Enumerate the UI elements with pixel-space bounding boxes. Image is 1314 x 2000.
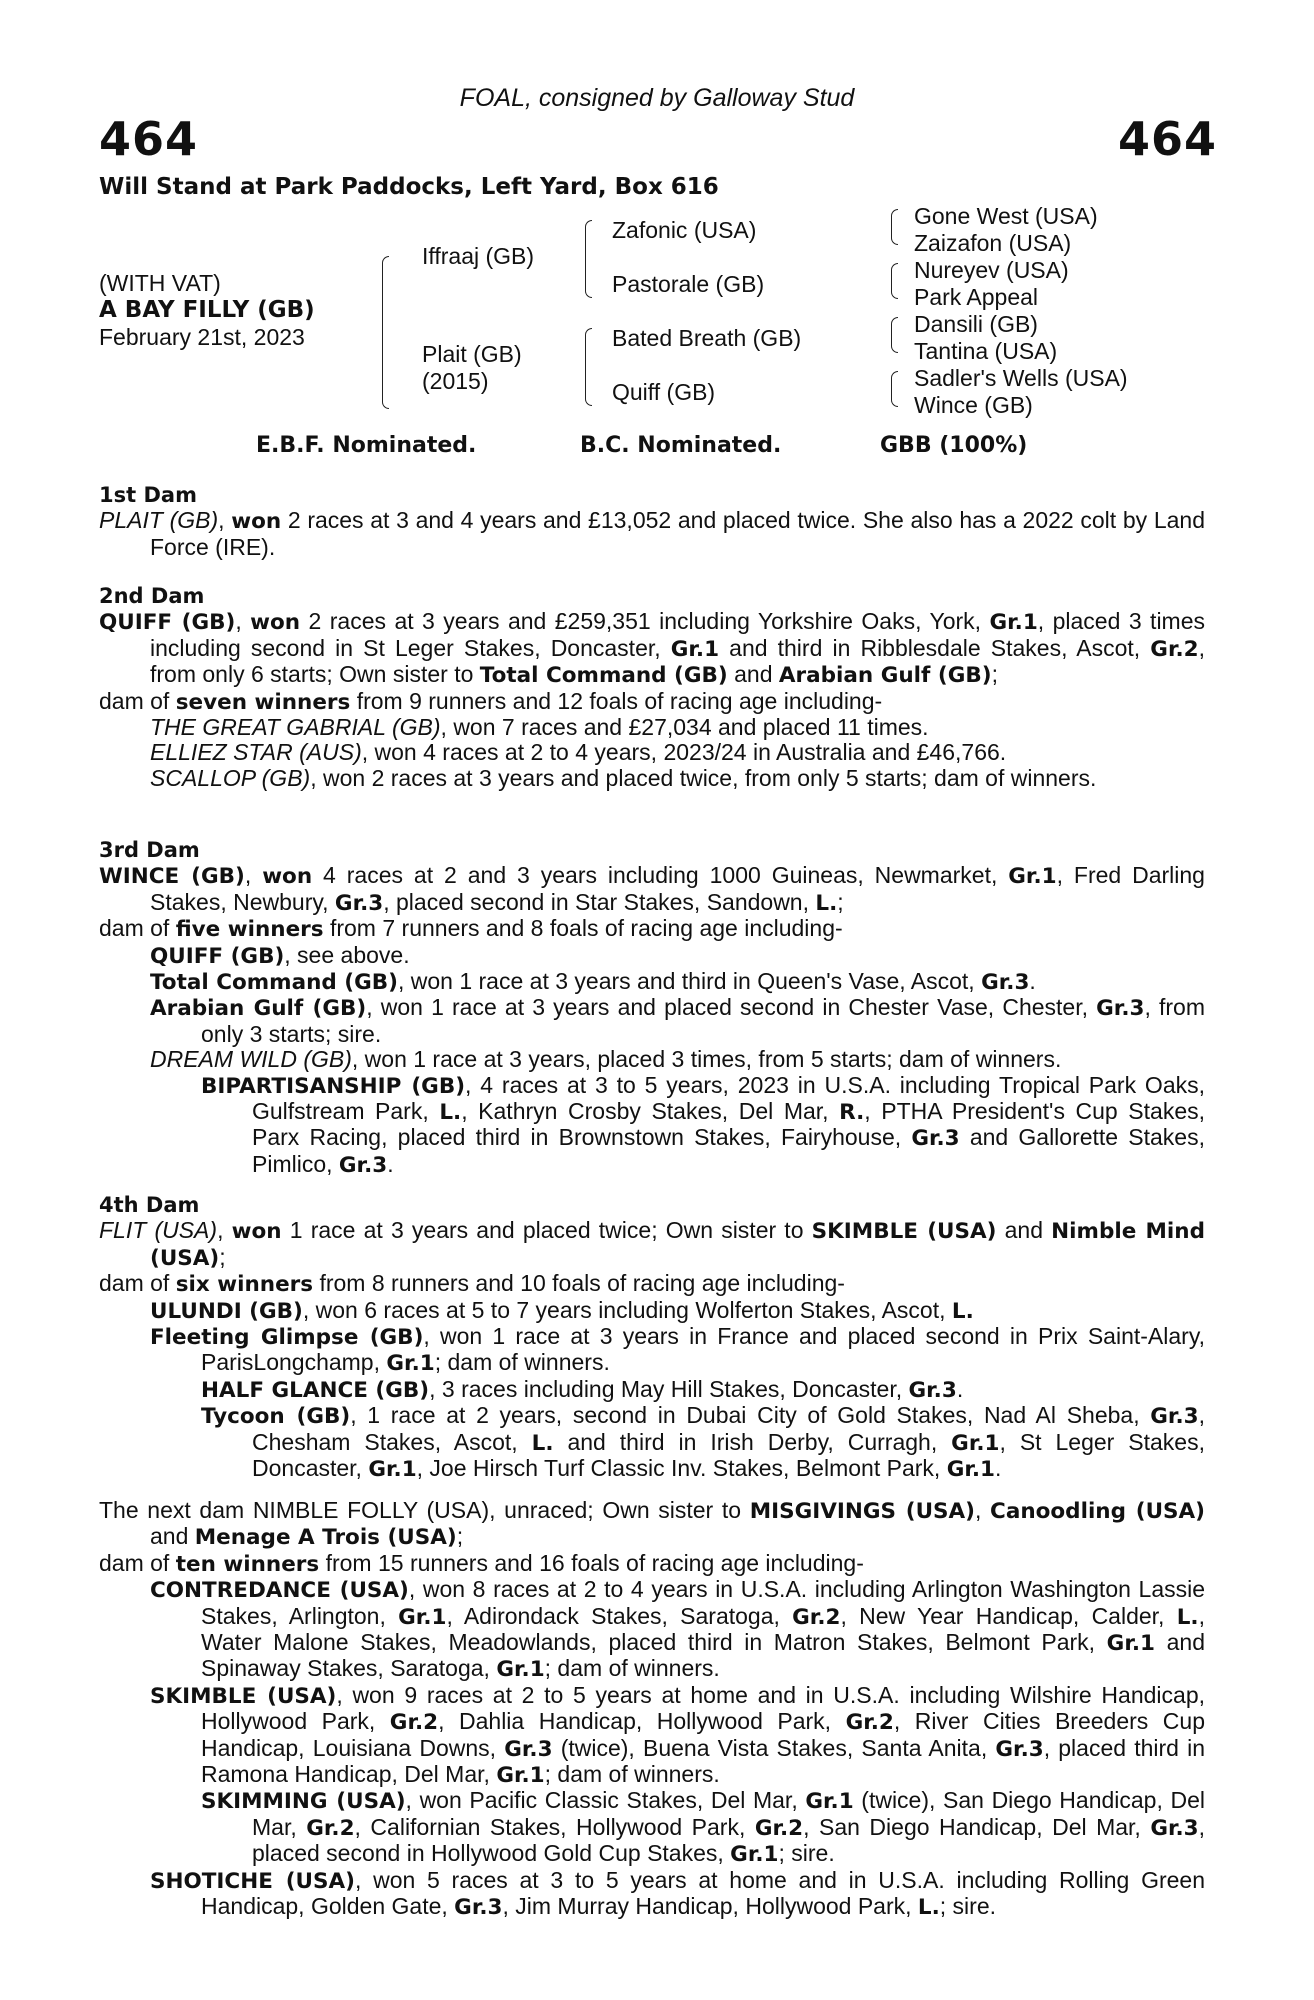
pedigree-ancestor: Gone West (USA) (914, 203, 1098, 229)
produce-entry: SHOTICHE (USA), won 5 races at 3 to 5 years at home and in U.S.A. including Rolling Green Handicap, Golden Gate, Gr.3, Jim Murray Handicap, Hollywood Park, L.; sire. (150, 1866, 1205, 1921)
produce-entry: THE GREAT GABRIAL (GB), won 7 races and £27,034 and placed 11 times. (150, 714, 929, 741)
pedigree-brace (382, 256, 389, 409)
vat-label: (WITH VAT) (99, 270, 221, 296)
gbb-rating: GBB (100%) (880, 433, 1028, 458)
second-dam-section (99, 584, 1205, 791)
third-dam-section (99, 838, 1205, 1178)
next-dam-entry: The next dam NIMBLE FOLLY (USA), unraced; Own sister to MISGIVINGS (USA), Canoodling (USA) and Menage A Trois (USA); (99, 1497, 1205, 1551)
consignment-subtitle: FOAL, consigned by Galloway Stud (459, 84, 855, 112)
next-dam-section (99, 1498, 1205, 1921)
second-dam-entry: QUIFF (GB), won 2 races at 3 years and £259,351 including Yorkshire Oaks, York, Gr.1, placed 3 times including second in St Leger Stakes, Doncaster, Gr.1 and third in Ribblesdale Stakes, Ascot, Gr.2, from only 6 starts; Own sister to Total Command (GB) and Arabian Gulf (GB); (99, 608, 1205, 689)
second-dam-produce: dam of seven winners from 9 runners and 12 foals of racing age including- (99, 687, 883, 715)
pedigree-ancestor: Sadler's Wells (USA) (914, 365, 1128, 391)
bc-nomination: B.C. Nominated. (580, 433, 782, 458)
produce-entry: ULUNDI (GB), won 6 races at 5 to 7 years including Wolferton Stakes, Ascot, L. (150, 1296, 974, 1324)
pedigree-ancestor: Park Appeal (914, 284, 1039, 310)
fourth-dam-produce: dam of six winners from 8 runners and 10 foals of racing age including- (99, 1270, 845, 1298)
pedigree-gsire: Zafonic (USA) (612, 217, 757, 243)
produce-entry: Tycoon (GB), 1 race at 2 years, second in Dubai City of Gold Stakes, Nad Al Sheba, Gr.3, Chesham Stakes, Ascot, L. and third in Irish Derby, Curragh, Gr.1, St Leger Stakes, Doncaster, Gr.1, Joe Hirsch Turf Classic Inv. Stakes, Belmont Park, Gr.1. (201, 1402, 1205, 1483)
first-dam-section (99, 483, 1205, 560)
stand-info: Will Stand at Park Paddocks, Left Yard, Box 616 (99, 174, 719, 200)
pedigree-gdam: Quiff (GB) (612, 379, 716, 405)
produce-entry: QUIFF (GB), see above. (150, 941, 410, 969)
produce-entry: CONTREDANCE (USA), won 8 races at 2 to 4 years in U.S.A. including Arlington Washington Lassie Stakes, Arlington, Gr.1, Adirondack Stakes, Saratoga, Gr.2, New Year Handicap, Calder, L., Water Malone Stakes, Meadowlands, placed third in Matron Stakes, Belmont Park, Gr.1 and Spinaway Stakes, Saratoga, Gr.1; dam of winners. (150, 1576, 1206, 1683)
pedigree-ancestor: Nureyev (USA) (914, 257, 1069, 283)
first-dam-entry: PLAIT (GB), won 2 races at 3 and 4 years and £13,052 and placed twice. She also has a 2022 colt by Land Force (IRE). (99, 507, 1205, 560)
produce-entry: BIPARTISANSHIP (GB), 4 races at 3 to 5 years, 2023 in U.S.A. including Tropical Park Oaks, Gulfstream Park, L., Kathryn Crosby Stakes, Del Mar, R., PTHA President's Cup Stakes, Parx Racing, placed third in Brownstown Stakes, Fairyhouse, Gr.3 and Gallorette Stakes, Pimlico, Gr.3. (201, 1071, 1206, 1178)
produce-entry: ELLIEZ STAR (AUS), won 4 races at 2 to 4 years, 2023/24 in Australia and £46,766. (150, 739, 1007, 766)
pedigree-brace (891, 209, 898, 245)
ebf-nomination: E.B.F. Nominated. (256, 433, 477, 458)
fourth-dam-section (99, 1193, 1205, 1482)
produce-entry: Fleeting Glimpse (GB), won 1 race at 3 years in France and placed second in Prix Saint-Alary, ParisLongchamp, Gr.1; dam of winners. (150, 1323, 1205, 1377)
pedigree-gsire: Bated Breath (GB) (612, 325, 802, 351)
second-dam-heading: 2nd Dam (99, 584, 205, 608)
pedigree-brace (891, 317, 898, 353)
third-dam-heading: 3rd Dam (99, 838, 200, 862)
third-dam-produce: dam of five winners from 7 runners and 8 foals of racing age including- (99, 915, 843, 943)
produce-entry: HALF GLANCE (GB), 3 races including May Hill Stakes, Doncaster, Gr.3. (201, 1375, 964, 1403)
pedigree-ancestor: Zaizafon (USA) (914, 230, 1072, 256)
produce-entry: SKIMBLE (USA), won 9 races at 2 to 5 years at home and in U.S.A. including Wilshire Handicap, Hollywood Park, Gr.2, Dahlia Handicap, Hollywood Park, Gr.2, River Cities Breeders Cup Handicap, Louisiana Downs, Gr.3 (twice), Buena Vista Stakes, Santa Anita, Gr.3, placed third in Ramona Handicap, Del Mar, Gr.1; dam of winners. (150, 1681, 1206, 1789)
lot-number-left: 464 (99, 112, 199, 166)
pedigree-dam-year: (2015) (422, 368, 489, 394)
pedigree-dam: Plait (GB) (422, 341, 522, 367)
produce-entry: Total Command (GB), won 1 race at 3 years and third in Queen's Vase, Ascot, Gr.3. (150, 968, 1036, 996)
pedigree-brace (585, 220, 592, 298)
fourth-dam-heading: 4th Dam (99, 1193, 200, 1217)
pedigree-gdam: Pastorale (GB) (612, 271, 765, 297)
pedigree-ancestor: Wince (GB) (914, 392, 1033, 418)
pedigree-ancestor: Tantina (USA) (914, 338, 1058, 364)
produce-entry: SCALLOP (GB), won 2 races at 3 years and placed twice, from only 5 starts; dam of winners. (150, 764, 1097, 791)
pedigree-brace (891, 263, 898, 299)
third-dam-entry: WINCE (GB), won 4 races at 2 and 3 years including 1000 Guineas, Newmarket, Gr.1, Fred Darling Stakes, Newbury, Gr.3, placed second in Star Stakes, Sandown, L.; (99, 862, 1205, 916)
produce-entry: SKIMMING (USA), won Pacific Classic Stakes, Del Mar, Gr.1 (twice), San Diego Handicap, Del Mar, Gr.2, Californian Stakes, Hollywood Park, Gr.2, San Diego Handicap, Del Mar, Gr.3, placed second in Hollywood Gold Cup Stakes, Gr.1; sire. (201, 1787, 1206, 1868)
produce-entry: Arabian Gulf (GB), won 1 race at 3 years and placed second in Chester Vase, Chester, Gr.3, from only 3 starts; sire. (150, 994, 1205, 1047)
produce-entry: DREAM WILD (GB), won 1 race at 3 years, placed 3 times, from 5 starts; dam of winners. (150, 1046, 1062, 1073)
horse-name: A BAY FILLY (GB) (99, 297, 315, 323)
pedigree-brace (891, 371, 898, 407)
pedigree-brace (585, 328, 592, 406)
pedigree-sire: Iffraaj (GB) (422, 243, 535, 269)
next-dam-produce: dam of ten winners from 15 runners and 16 foals of racing age including- (99, 1549, 864, 1577)
first-dam-heading: 1st Dam (99, 483, 197, 507)
horse-dob: February 21st, 2023 (99, 324, 305, 350)
fourth-dam-entry: FLIT (USA), won 1 race at 3 years and placed twice; Own sister to SKIMBLE (USA) and Nimble Mind (USA); (99, 1217, 1205, 1271)
pedigree-ancestor: Dansili (GB) (914, 311, 1038, 337)
lot-number-right: 464 (1117, 112, 1217, 166)
